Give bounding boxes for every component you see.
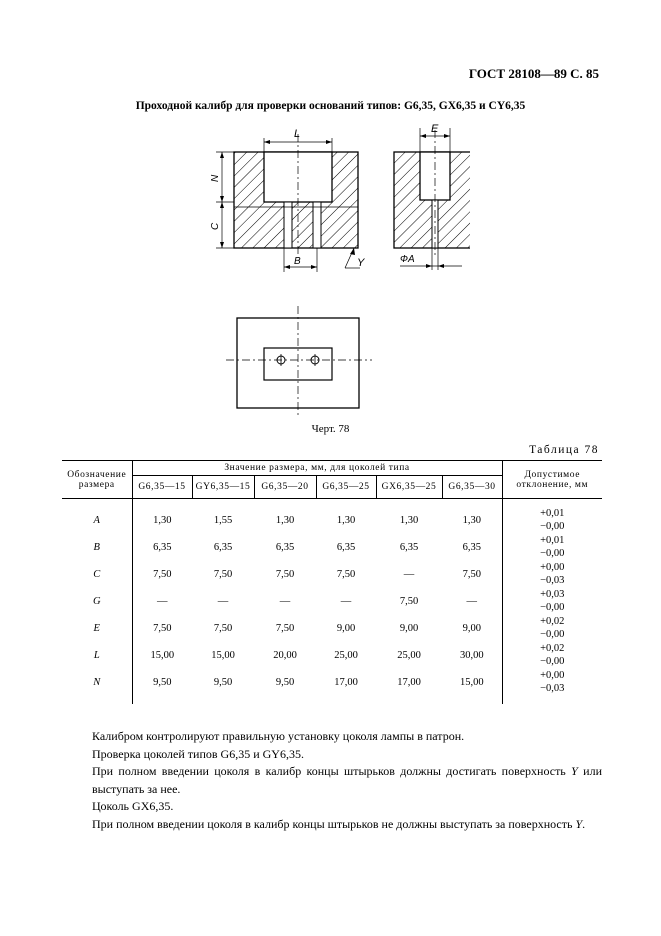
table-row: E 7,50 7,50 7,50 9,00 9,00 9,00 +0,02 −0,00 [62,615,602,642]
table-row: B 6,35 6,35 6,35 6,35 6,35 6,35 +0,01 −0,00 [62,534,602,561]
note-paragraph: Проверка цоколей типов G6,35 и GY6,35. [92,746,304,761]
header-type: G6,35—25 [316,476,376,499]
figure-title: Проходной калибр для проверки оснований типов: G6,35, GX6,35 и CY6,35 [135,100,526,112]
figure-caption: Черт. 78 [311,423,350,435]
header-type: GX6,35—25 [376,476,442,499]
right-section-view [394,123,470,270]
left-section-view [210,128,365,272]
table-row: L 15,00 15,00 20,00 25,00 25,00 30,00 +0,02 −0,00 [62,642,602,669]
table-row: C 7,50 7,50 7,50 7,50 — 7,50 +0,00 −0,03 [62,561,602,588]
note-paragraph: Калибром контролируют правильную установку цоколя лампы в патрон. [92,729,465,743]
dimensions-table [62,460,602,704]
note-paragraph: Цоколь GX6,35. [92,799,174,813]
dim-C-label: C [210,222,221,230]
gauge-section-drawing [190,118,470,283]
dim-phiA-label: ФA [400,254,415,265]
note-paragraph: При полном введении цоколя в калибр концы штырьков должны достигать поверхность Y или выступать за нее. [92,764,603,796]
gauge-plan-drawing [220,300,380,420]
header-designation: Обозначение размера [62,461,132,499]
header-values-group: Значение размера, мм, для цоколей типа [132,461,502,476]
dim-L-label: L [294,128,301,140]
table-row: G — — — — 7,50 — +0,03 −0,00 [62,588,602,615]
header-type: GY6,35—15 [192,476,254,499]
dim-B-label: B [294,256,301,267]
table-row: A 1,30 1,55 1,30 1,30 1,30 1,30 +0,01 −0,00 [62,507,602,534]
dim-E-label: E [431,123,439,135]
header-tolerance: Допустимое отклонение, мм [502,461,602,499]
note-paragraph: При полном введении цоколя в калибр концы штырьков не должны выступать за поверхность Y. [92,816,586,831]
notes-text [62,728,602,833]
table-label: Таблица 78 [529,444,599,456]
header-type: G6,35—30 [442,476,502,499]
header-type: G6,35—20 [254,476,316,499]
header-type: G6,35—15 [132,476,192,499]
page-header: ГОСТ 28108—89 С. 85 [468,66,599,81]
table-row: N 9,50 9,50 9,50 17,00 17,00 15,00 +0,00 −0,03 [62,669,602,696]
dim-N-label: N [210,174,221,182]
surface-Y-label: Y [357,257,365,269]
